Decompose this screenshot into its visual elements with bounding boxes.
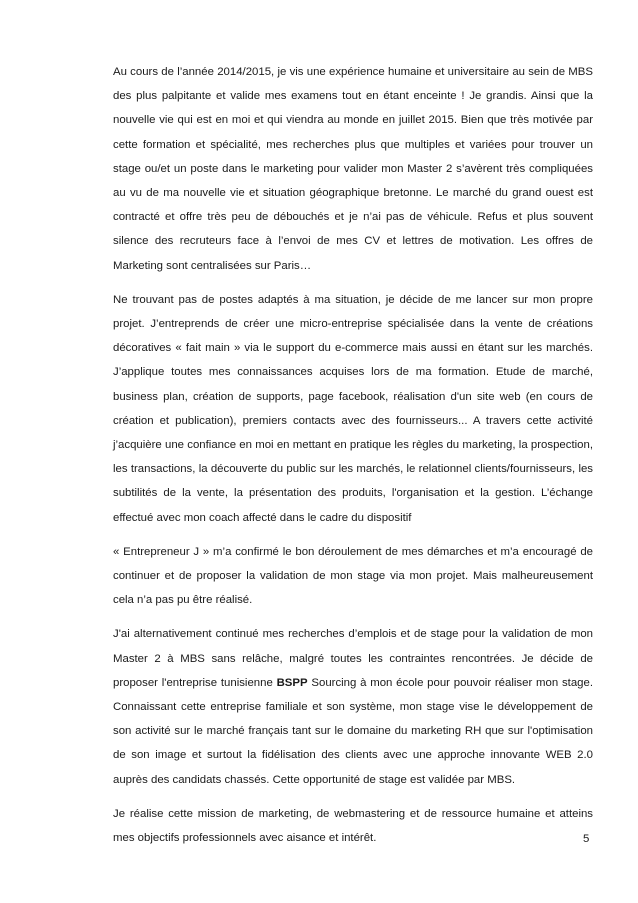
company-name-bold: BSPP [276,676,308,689]
paragraph-2: Ne trouvant pas de postes adaptés à ma situation, je décide de me lancer sur mon propre projet. J’entreprends de créer une micro-entreprise spécialisée dans la vente de créations décoratives « fait main » via le support du e-commerce mais aussi en étant sur les marchés. J’applique toutes mes connaissances acquises lors de ma formation. Etude de marché, business plan, création de supports, page facebook, réalisation d'un site web (en cours de création et publication), premiers contacts avec des fournisseurs... A travers cette activité j’acquière une confiance en moi en mettant en pratique les règles du marketing, la prospection, les transactions, la découverte du public sur les marchés, le relationnel clients/fournisseurs, les subtilités de la vente, la présentation des produits, l'organisation et la gestion. L’échange effectué avec mon coach affecté dans le cadre du dispositif [113,293,593,524]
paragraph-4-text-after: Sourcing à mon école pour pouvoir réaliser mon stage. Connaissant cette entreprise familiale et son système, mon stage vise le développement de son activité sur le marché français tant sur le domaine du marketing RH que sur l'optimisation de son image et surtout la fidélisation des clients avec une approche innovante WEB 2.0 auprès des candidats chassés. Cette opportunité de stage est validée par MBS. [113,676,593,786]
paragraph-1: Au cours de l’année 2014/2015, je vis une expérience humaine et universitaire au sein de MBS des plus palpitante et valide mes examens tout en étant enceinte ! Je grandis. Ainsi que la nouvelle vie qui est en moi et qui viendra au monde en juillet 2015. Bien que très motivée par cette formation et spécialité, mes recherches plus que multiples et variées pour trouver un stage ou/et un poste dans le marketing pour valider mon Master 2 s’avèrent très compliquées au vu de ma nouvelle vie et situation géographique bretonne. Le marché du grand ouest est contracté et offre très peu de débouchés et je n’ai pas de véhicule. Refus et plus souvent silence des recruteurs face à l’envoi de mes CV et lettres de motivation. Les offres de Marketing sont centralisées sur Paris… [113,66,593,272]
paragraph-3: « Entrepreneur J » m’a confirmé le bon déroulement de mes démarches et m’a encouragé de continuer et de proposer la validation de mon stage via mon projet. Mais malheureusement cela n’a pas pu être réalisé. [113,545,593,607]
document-body [113,60,593,860]
paragraph-4 [113,622,593,791]
page-number: 5 [583,833,590,845]
paragraph-5: Je réalise cette mission de marketing, de webmastering et de ressource humaine et atteins mes objectifs professionnels avec aisance et intérêt. [113,807,593,845]
paragraph-4-text-before: J'ai alternativement continué mes recherches d’emplois et de stage pour la validation de mon Master 2 à MBS sans relâche, malgré toutes les contraintes rencontrées. Je décide de proposer l'entreprise tunisienne [113,628,593,689]
